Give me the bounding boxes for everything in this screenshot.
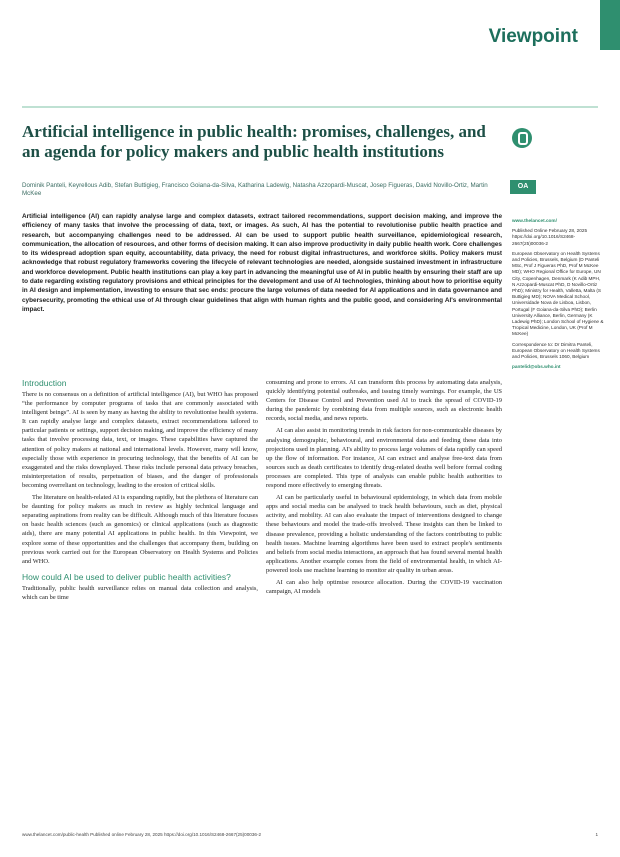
author-list: Dominik Panteli, Keyrellous Adib, Stefan Buttigieg, Francisco Goiana-da-Silva, Katharina Ladewig, Natasha Azzopardi-Muscat, Josep Figueras, David Novillo-Ortiz, Martin McKee (22, 182, 488, 197)
page-footer: www.thelancet.com/public-health Published online February 28, 2025 https://doi.org/10.1016/S2468-2667(25)00036-2 (22, 832, 262, 837)
sidenote-entry: Correspondence to: Dr Dimitra Panteli, European Observatory on Health Systems and Policies, Brussels 1060, Belgium (512, 341, 600, 360)
sidenote-entry[interactable]: pantelid@obs.who.int (512, 364, 561, 370)
green-corner-tab (600, 0, 620, 50)
section-heading: Introduction (22, 378, 67, 388)
paragraph: There is no consensus on a definition of artificial intelligence (AI), but WHO has proposed “the performance by computer programs of tasks that are commonly associated with intelligent beings”. AI is seen by many as having the ability to revolutionise health systems. It can rapidly analyse large and complex datasets, extract recommendations tailored to particular patients or settings, support decision making, and improve the efficiency of many tasks that involve processing data, text, or images. These capabilities have captured the attention of policy makers at national and international levels. However, many will know, especially those with experience in procuring technology, that the benefits of AI can be exaggerated and the risks downplayed. These risks include personal data privacy breaches, misinterpretation of results, perpetuation of biases, and the danger of professionals becoming overreliant on technology, leading to the erosion of critical skills. (22, 391, 258, 489)
section-divider (22, 106, 598, 108)
article-title: Artificial intelligence in public health: promises, challenges, and an agenda for policy makers and public health institutions (22, 122, 486, 161)
paragraph: AI can also help optimise resource allocation. During the COVID-19 vaccination campaign, AI models (266, 578, 502, 596)
sidenote-entry[interactable]: www.thelancet.com/ (512, 218, 557, 223)
section-label: Viewpoint (488, 26, 578, 47)
body-column-1 (22, 378, 258, 605)
header-bar (0, 0, 620, 50)
abstract: Artificial intelligence (AI) can rapidly analyse large and complex datasets, extract tailored recommendations, support decision making, and improve the efficiency of many tasks that involve the processing of data, text, or images. As such, AI has the potential to revolutionise public health practice and research, but accompanying challenges need to be addressed. AI can be used to support public health surveillance, epidemiological research, communication, the allocation of resources, and other forms of decision making. It can also improve productivity in daily public health work. Core challenges to its widespread adoption span equity, accountability, data privacy, the need for robust digital infrastructures, and workforce skills. Policy makers must acknowledge that robust regulatory frameworks covering the lifecycle of relevant technologies are needed, alongside sustained investment in infrastructure and workforce development. Public health institutions can play a key part in advancing the meaningful use of AI in public health by ensuring their staff are up to date regarding existing regulatory provisions and ethical principles for the development and use of AI technologies, thinking about how to prioritise equity in AI design and implementation, investing to ensure that sec ends: procure the large volumes of data needed for AI applications and in data governance and cybersecurity, promoting the ethical use of AI through clear guidelines that align with human rights and the public good, and considering AI's environmental impact. (22, 213, 502, 313)
body-column-2 (266, 378, 502, 599)
open-access-icon[interactable]: OA (510, 180, 536, 194)
sidenote-entry: Published Online February 28, 2025 https://doi.org/10.1016/S2468-2667(25)00036-2 (512, 228, 588, 246)
paragraph: consuming and prone to errors. AI can transform this process by automating data analysis, quickly identifying potential outbreaks, and issuing timely warnings. For example, the US Centers for Disease Control and Prevention used AI to track the spread of COVID-19 during the pandemic by combining data from multiple sources, such as electronic health records, social media, and news reports. (266, 379, 502, 423)
person-access-icon[interactable] (512, 128, 532, 148)
paragraph: AI can also assist in monitoring trends in risk factors for non-communicable diseases by analysing demographic, behavioural, and environmental data and feeding these data into projections used in planning. AI's ability to process large volumes of data rapidly can speed up the flow of information. For instance, AI can extract and analyse free-text data from sources such as death certificates to identify drug-related deaths well before formal coding processes are completed. This type of analysis can enable public health authorities to respond more effectively to emerging threats. (266, 427, 502, 490)
paragraph: The literature on health-related AI is expanding rapidly, but the plethora of literature can be daunting for policy makers as much in review as highly technical language and separating aspirations from reality can be difficult. Although much of this literature focuses on basic health sciences (such as genomics) or clinical applications (such as diagnostic aids), there are many potential AI applications in public health. In this Viewpoint, we explore some of these opportunities and the challenges that accompany them, building on previous work carried out for the European Observatory on Health Systems and Policies and WHO. (22, 494, 259, 565)
section-heading: How could AI be used to deliver public health activities? (22, 571, 231, 582)
page-number: 1 (595, 832, 598, 837)
affiliations-sidebar (512, 218, 604, 374)
paragraph: AI can be particularly useful in behavioural epidemiology, in which data from mobile apps and social media can be analysed to track health behaviours, such as diet, physical activity, and mobility. AI can also evaluate the impact of interventions designed to change these behaviours and model the trade-offs involved. These insights can then be linked to disease prevalence, providing a holistic understanding of the factors contributing to public health issues. Machine learning algorithms have been used to extract people's sentiments and beliefs from social media interactions, an approach that has found several mental health applications. Another example comes from the field of environmental health, in which AI-powered tools use machine learning to monitor air quality in urban areas. (266, 494, 502, 574)
sidenote-entry: European Observatory on Health Systems and Policies, Brussels, Belgium (D Panteli MSc, Prof J Figueras PhD, Prof M McKee MD); WHO Regional Office for Europe, UN City, Copenhagen, Denmark (K Adib MPH, N Azzopardi-Muscat PhD, D Novillo-Ortiz PhD); Ministry for Health, Valletta, Malta (S Buttigieg MD); NOVA Medical School, Universidade Nova de Lisboa, Lisbon, Portugal (F Goiana-da-Silva PhD); Berlin University Alliance, Berlin, Germany (K Ladewig PhD); London School of Hygiene & Tropical Medicine, London, UK (Prof M McKee) (512, 250, 604, 337)
paragraph: Traditionally, public health surveillance relies on manual data collection and analysis, which can be time (22, 584, 258, 601)
